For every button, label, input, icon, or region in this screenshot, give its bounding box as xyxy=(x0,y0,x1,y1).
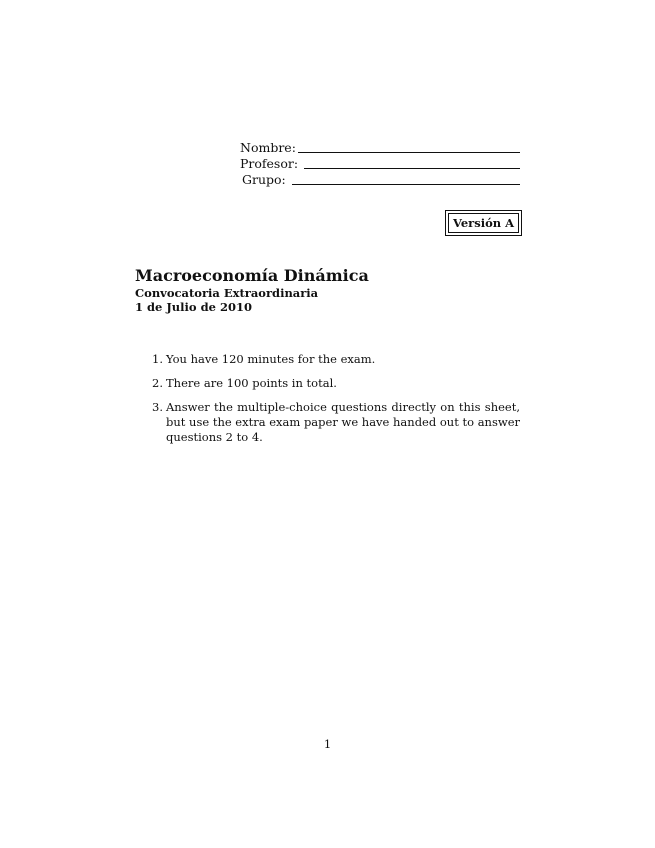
course-title: Macroeconomía Dinámica xyxy=(135,266,369,285)
version-box xyxy=(445,210,522,236)
list-item-number: 2. xyxy=(152,376,163,390)
list-item-number: 3. xyxy=(152,400,163,414)
list-item-text: You have 120 minutes for the exam. xyxy=(166,352,376,366)
grupo-blank-line[interactable] xyxy=(292,184,520,185)
page-number: 1 xyxy=(323,737,332,751)
list-item-text: Answer the multiple-choice questions directly on this sheet, but use the extra exam paper we have handed out to answer questions 2 to 4. xyxy=(166,400,520,444)
list-item-number: 1. xyxy=(152,352,163,366)
list-item xyxy=(145,376,520,391)
instructions-list xyxy=(145,352,520,454)
list-item xyxy=(145,400,520,445)
profesor-blank-line[interactable] xyxy=(304,168,520,169)
nombre-label: Nombre: xyxy=(240,140,296,155)
grupo-field[interactable] xyxy=(240,172,520,187)
student-info-fields xyxy=(240,140,520,188)
list-item xyxy=(145,352,520,367)
version-label: Versión A xyxy=(448,213,519,233)
list-item-text: There are 100 points in total. xyxy=(166,376,337,390)
nombre-field[interactable] xyxy=(240,140,520,155)
exam-date: 1 de Julio de 2010 xyxy=(135,300,252,314)
profesor-label: Profesor: xyxy=(240,156,299,171)
profesor-field[interactable] xyxy=(240,156,520,171)
grupo-label: Grupo: xyxy=(242,172,286,187)
title-block xyxy=(135,266,369,314)
nombre-blank-line[interactable] xyxy=(298,152,520,153)
session-label: Convocatoria Extraordinaria xyxy=(135,286,319,300)
